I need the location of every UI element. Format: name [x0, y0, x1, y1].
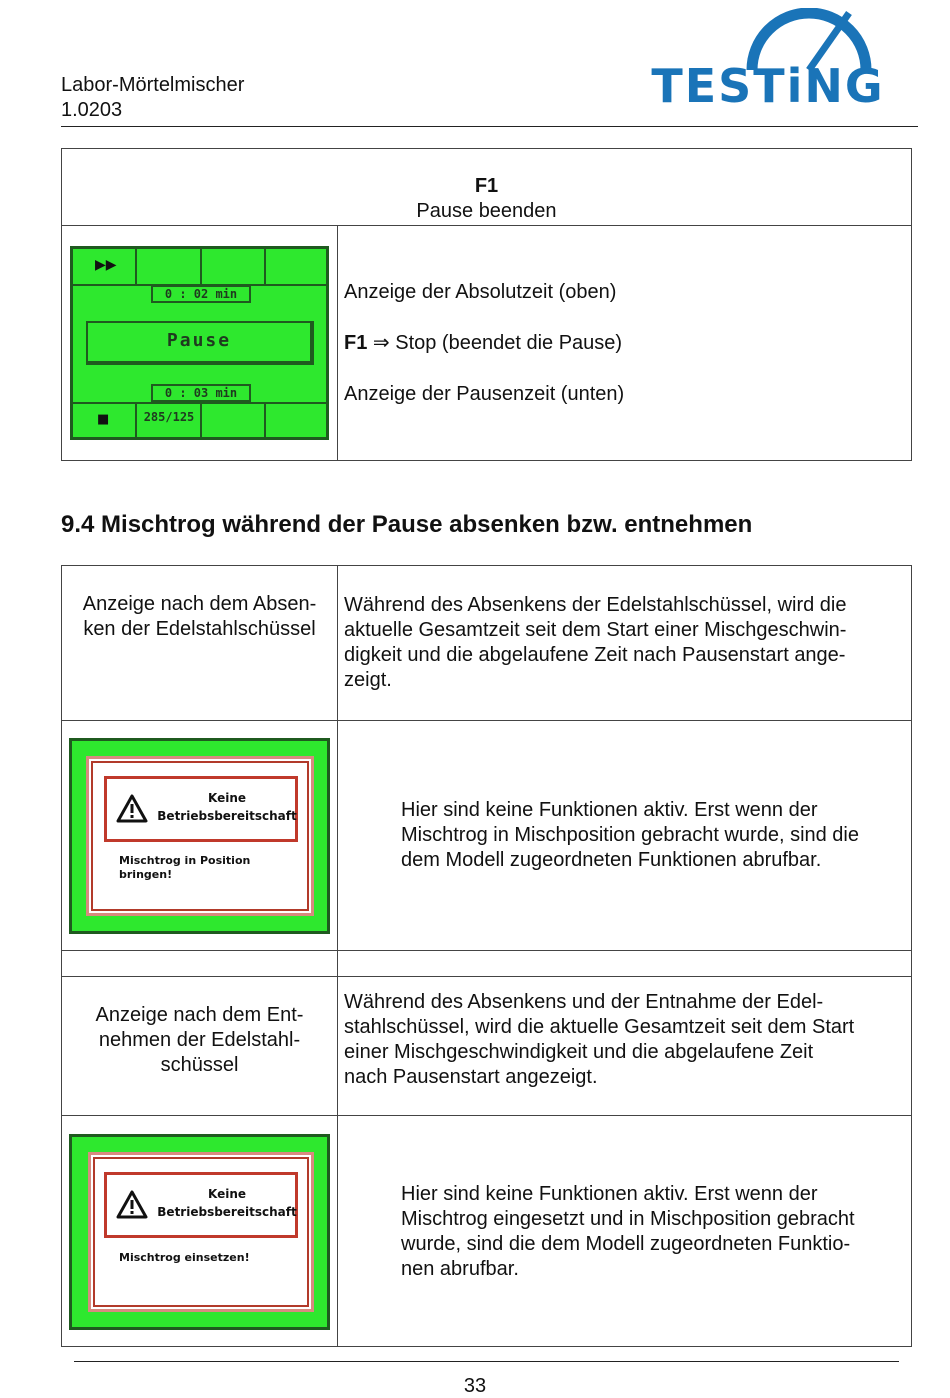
pause-time-note: Anzeige der Pausenzeit (unten) [344, 383, 625, 405]
f1-function-label: Pause beenden [416, 200, 557, 222]
text-line: Hier sind keine Funktionen aktiv. Erst wenn der [401, 799, 818, 821]
lcd-grid-line [135, 249, 137, 284]
text-line: stahlschüssel, wird die aktuelle Gesamtzeit seit dem Start [344, 1016, 855, 1038]
lcd-grid-line [200, 249, 202, 284]
testing-logo [624, 8, 912, 113]
table-divider [62, 976, 911, 977]
lcd-grid-line [200, 402, 202, 437]
warning-triangle-icon [116, 794, 148, 824]
row4-left-label [62, 1003, 337, 1078]
text-line: Anzeige nach dem Absen- [82, 593, 317, 615]
table-divider [337, 566, 338, 1346]
text-line: Hier sind keine Funktionen aktiv. Erst wenn der [401, 1183, 818, 1205]
text-line: digkeit und die abgelaufene Zeit nach Pausenstart ange- [344, 644, 846, 666]
document-title-number: 1.0203 [61, 99, 123, 121]
table-divider [62, 1115, 911, 1116]
f1-stop-text: Stop (beendet die Pause) [395, 332, 623, 354]
text-line: Mischtrog in Mischposition gebracht wurde, sind die [401, 824, 859, 846]
page-number: 33 [463, 1375, 487, 1397]
f1-key-ref: F1 [344, 332, 368, 354]
text-line: Keine [207, 791, 247, 805]
arrow-icon: ⇒ [372, 332, 390, 354]
row4-description [344, 990, 854, 1090]
warning-triangle-icon [116, 1190, 148, 1220]
table-divider [337, 225, 338, 461]
text-line: zeigt. [344, 669, 392, 691]
table-divider [62, 225, 911, 226]
warning-title-box [104, 1172, 298, 1238]
warning-title [157, 1185, 297, 1221]
text-line: einer Mischgeschwindigkeit und die abgelaufene Zeit [344, 1041, 814, 1063]
text-line: nen abrufbar. [401, 1258, 519, 1280]
section-heading: 9.4 Mischtrog während der Pause absenken bzw. entnehmen [61, 511, 753, 538]
table-divider [62, 720, 911, 721]
stop-icon: ■ [97, 412, 110, 427]
fast-forward-icon: ▶▶ [95, 257, 117, 273]
absolute-time-display: 0 : 02 min [151, 285, 251, 303]
header-rule [61, 126, 918, 127]
row1-left-label [62, 592, 337, 642]
text-line: Mischtrog in Position [119, 854, 251, 867]
text-line: nehmen der Edelstahl- [98, 1029, 301, 1051]
lcd-grid-line [264, 249, 266, 284]
lcd-grid-line [135, 402, 137, 437]
row5-description [401, 1182, 855, 1282]
pause-time-display: 0 : 03 min [151, 384, 251, 402]
pause-mode-display: Pause [86, 321, 314, 365]
text-line: Während des Absenkens der Edelstahlschüssel, wird die [344, 594, 847, 616]
warning-message [119, 854, 250, 882]
lcd-grid-line [264, 402, 266, 437]
logo-wordmark: TESTiNG [651, 59, 885, 113]
warning-title-box [104, 776, 298, 842]
text-line: schüssel [160, 1054, 239, 1076]
text-line: bringen! [119, 868, 173, 881]
row1-description [344, 593, 847, 693]
text-line: Keine [207, 1187, 247, 1201]
speed-counter: 285/125 [143, 410, 195, 424]
f1-pause-table [61, 148, 912, 461]
text-line: Mischtrog einsetzen! [119, 1251, 250, 1264]
text-line: aktuelle Gesamtzeit seit dem Start einer Mischgeschwin- [344, 619, 847, 641]
warning-title [157, 789, 297, 825]
text-line: Mischtrog eingesetzt und in Mischposition gebracht [401, 1208, 855, 1230]
document-title [61, 73, 244, 123]
text-line: dem Modell zugeordneten Funktionen abrufbar. [401, 849, 822, 871]
f1-header [62, 174, 911, 224]
document-title-name: Labor-Mörtelmischer [61, 74, 245, 96]
f1-stop-note [344, 331, 622, 356]
text-line: nach Pausenstart angezeigt. [344, 1066, 598, 1088]
absolute-time-note: Anzeige der Absolutzeit (oben) [344, 281, 617, 303]
text-line: Betriebsbereitschaft [157, 809, 297, 823]
text-line: Anzeige nach dem Ent- [95, 1004, 304, 1026]
f1-key-label: F1 [474, 175, 499, 197]
pause-lcd-screen [70, 246, 329, 440]
warning-message [119, 1251, 250, 1265]
table-divider [62, 950, 911, 951]
lower-bowl-table [61, 565, 912, 1347]
insert-warning-screen [69, 1134, 330, 1330]
text-line: Während des Absenkens und der Entnahme der Edel- [344, 991, 824, 1013]
text-line: wurde, sind die dem Modell zugeordneten Funktio- [401, 1233, 851, 1255]
text-line: ken der Edelstahlschüssel [83, 618, 316, 640]
footer-rule [74, 1361, 899, 1362]
row2-description [401, 798, 859, 873]
text-line: Betriebsbereitschaft [157, 1205, 297, 1219]
position-warning-screen [69, 738, 330, 934]
